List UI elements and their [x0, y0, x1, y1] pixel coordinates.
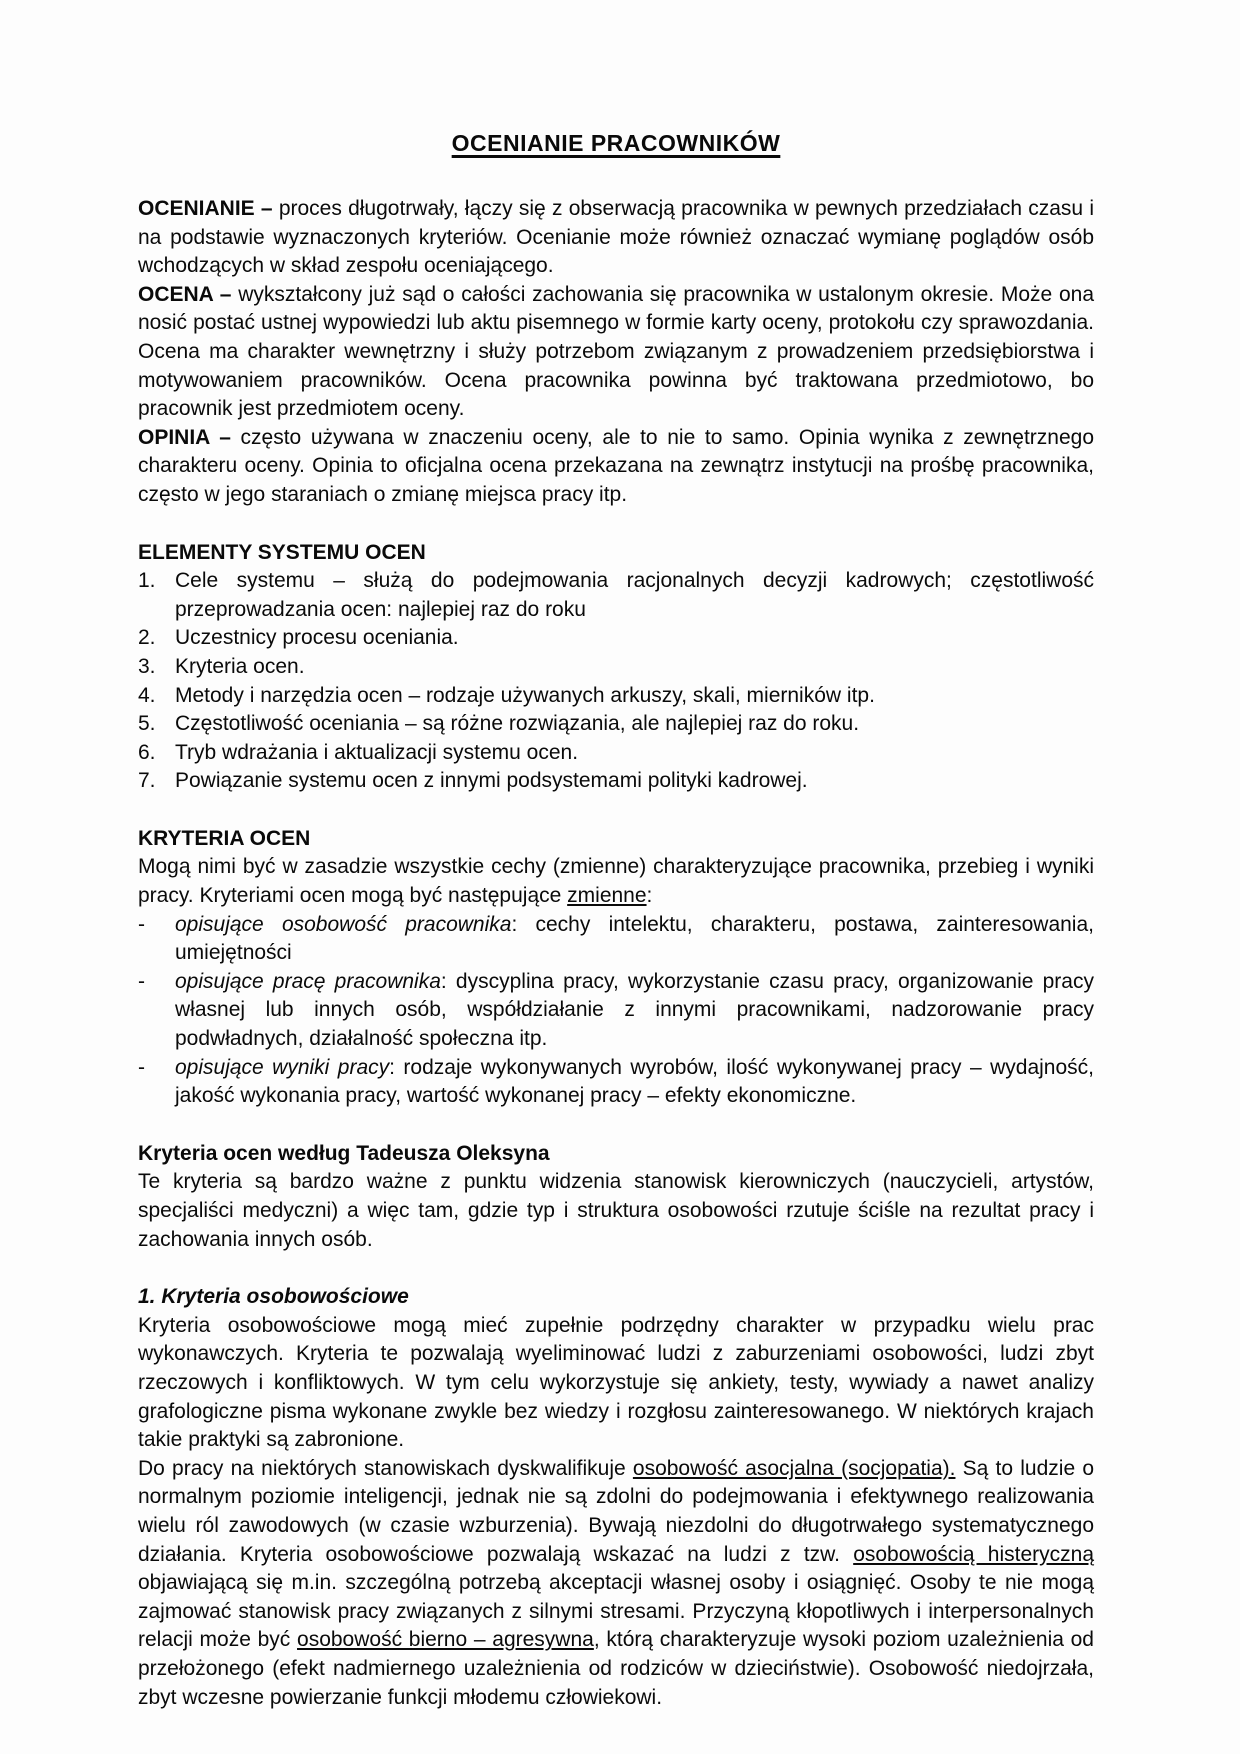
text-run: OCENIANIE – [138, 197, 273, 220]
text-run: : rodzaje wykonywanych wyrobów, ilość wykonywanej pracy – wydajność, jakość wykonania pracy, wartość wykonanej pracy – efekty ekonomiczne. [175, 1055, 1094, 1108]
text-run: OCENA – [138, 282, 232, 306]
paragraph [138, 195, 1094, 281]
text-run: , którą charakteryzuje wysoki poziom uzależnienia od przełożonego (efekt nadmiernego uzależnienia od rodziców w dzieciństwie). Osobowość niedojrzała, zbyt wczesne powierzanie funkcji młodemu człowiekowi. [138, 1628, 1094, 1709]
numbered-list [138, 567, 1094, 796]
text-run: wykształcony już sąd o całości zachowania się pracownika w ustalonym okresie. Może ona nosić postać ustnej wypowiedzi lub aktu pisemnego w formie karty oceny, protokołu czy sprawozdania. Ocena ma charakter wewnętrzny i służy potrzebom związanym z prowadzeniem przedsiębiorstwa i motywowaniem pracowników. Ocena pracownika powinna być traktowana przedmiotowo, bo pracownik jest przedmiotem oceny. [138, 282, 1094, 421]
item-text [175, 968, 1094, 1054]
text-run: objawiającą się m.in. szczególną potrzebą akceptacji własnej osoby i osiągnięć. Osoby te nie mogą zajmować stanowisk pracy związanych z silnymi stresami. Przyczyną kłopotliwych i interpersonalnych relacji może być [138, 1571, 1094, 1652]
list-item [138, 911, 1094, 968]
section-heading: 1. Kryteria osobowościowe [138, 1285, 409, 1309]
text-run: Są to ludzie o normalnym poziomie inteligencji, jednak nie są zdolni do podejmowania i efektywnego realizowania wielu ról zawodowych (w czasie wzburzenia). Bywają niezdolni do długotrwałego systematycznego działania. Kryteria osobowościowe pozwalają wskazać na ludzi z tzw. [138, 1456, 1095, 1566]
item-text [175, 624, 1094, 653]
text-run: osobowość bierno – agresywna [297, 1628, 594, 1652]
paragraph [138, 1312, 1094, 1455]
list-item [138, 710, 1094, 739]
spacer [138, 510, 1094, 539]
text-run: opisujące wyniki pracy [175, 1055, 390, 1079]
item-number: 3. [138, 654, 156, 678]
list-item [138, 1054, 1094, 1111]
list-item [138, 653, 1094, 682]
item-number: 7. [138, 769, 156, 793]
text-run: osobowością histeryczną [853, 1542, 1094, 1566]
text-run: Mogą nimi być w zasadzie wszystkie cechy (zmienne) charakteryzujące pracownika, przebieg i wyniki pracy. Kryteriami ocen mogą być następujące [138, 855, 1094, 908]
spacer [138, 796, 1094, 825]
dash-marker: - [138, 912, 145, 936]
list-item [138, 739, 1094, 768]
item-number: 4. [138, 683, 156, 707]
item-text [175, 767, 1094, 796]
list-item [138, 624, 1094, 653]
document-body [138, 195, 1094, 1712]
text-run: często używana w znaczeniu oceny, ale to nie to samo. Opinia wynika z zewnętrznego charakteru oceny. Opinia to oficjalna ocena przekazana na zewnątrz instytucji na prośbę pracownika, często w jego staraniach o zmianę miejsca pracy itp. [138, 425, 1094, 506]
item-text [175, 911, 1094, 968]
document-title: OCENIANIE PRACOWNIKÓW [451, 130, 781, 156]
item-text [175, 710, 1094, 739]
text-run: Do pracy na niektórych stanowiskach dyskwalifikuje [138, 1456, 633, 1480]
text-run: opisujące osobowość pracownika [175, 912, 512, 936]
section-heading: Kryteria ocen według Tadeusza Oleksyna [138, 1141, 550, 1165]
spacer [138, 1254, 1094, 1283]
text-run: Te kryteria są bardzo ważne z punktu widzenia stanowisk kierowniczych (nauczycieli, artystów, specjaliści medyczni) a więc tam, gdzie typ i struktura osobowości rzutuje ściśle na rezultat pracy i zachowania innych osób. [138, 1170, 1094, 1251]
list-item [138, 767, 1094, 796]
list-item [138, 682, 1094, 711]
text-run: Cele systemu – służą do podejmowania racjonalnych decyzji kadrowych; częstotliwość przeprowadzania ocen: najlepiej raz do roku [175, 569, 1094, 621]
item-text [175, 682, 1094, 711]
text-run: Uczestnicy procesu oceniania. [175, 626, 459, 650]
spacer [138, 1111, 1094, 1140]
text-run: Kryteria osobowościowe mogą mieć zupełnie podrzędny charakter w przypadku wielu prac wykonawczych. Kryteria te pozwalają wyeliminować ludzi z zaburzeniami osobowości, ludzi zbyt rzeczowych i konfliktowych. W tym celu wykorzystuje się ankiety, testy, wywiady a nawet analizy grafologiczne pisma wykonane zwykle bez wiedzy i rozgłosu zainteresowanego. W niektórych krajach takie praktyki są zabronione. [138, 1313, 1094, 1452]
text-run: Powiązanie systemu ocen z innymi podsystemami polityki kadrowej. [175, 769, 808, 793]
text-run: Metody i narzędzia ocen – rodzaje używanych arkuszy, skali, mierników itp. [175, 683, 875, 707]
list-item [138, 567, 1094, 624]
item-text [175, 653, 1094, 682]
text-run: OPINIA – [138, 425, 231, 449]
item-number: 2. [138, 626, 156, 650]
item-text [175, 1054, 1094, 1111]
dash-list [138, 911, 1094, 1111]
paragraph [138, 424, 1094, 510]
section-heading: KRYTERIA OCEN [138, 826, 311, 850]
text-run: osobowość asocjalna (socjopatia). [632, 1456, 956, 1480]
paragraph [138, 853, 1094, 910]
text-run: : cechy intelektu, charakteru, postawa, zainteresowania, umiejętności [175, 912, 1094, 965]
section-heading: ELEMENTY SYSTEMU OCEN [138, 540, 426, 564]
item-number: 1. [138, 569, 156, 593]
document-content [138, 128, 1094, 1712]
text-run: zmienne [567, 884, 647, 908]
paragraph [138, 1455, 1094, 1712]
text-run: Częstotliwość oceniania – są różne rozwiązania, ale najlepiej raz do roku. [175, 712, 860, 736]
text-run: : [646, 884, 653, 908]
item-number: 5. [138, 712, 156, 736]
text-run: proces długotrwały, łączy się z obserwacją pracownika w pewnych przedziałach czasu i na podstawie wyznaczonych kryteriów. Ocenianie może również oznaczać wymianę poglądów osób wchodzących w skład zespołu oceniającego. [138, 197, 1094, 278]
text-run: : dyscyplina pracy, wykorzystanie czasu pracy, organizowanie pracy własnej lub innych osób, współdziałanie z innymi pracownikami, nadzorowanie pracy podwładnych, działalność społeczna itp. [175, 969, 1094, 1051]
item-text [175, 567, 1094, 624]
text-run: Kryteria ocen. [175, 654, 305, 678]
dash-marker: - [138, 1055, 145, 1079]
text-run: opisujące pracę pracownika [175, 969, 441, 993]
dash-marker: - [138, 969, 145, 993]
paragraph [138, 1168, 1094, 1254]
text-run: Tryb wdrażania i aktualizacji systemu ocen. [175, 740, 579, 764]
paragraph [138, 281, 1094, 424]
item-text [175, 739, 1094, 768]
item-number: 6. [138, 740, 156, 764]
list-item [138, 968, 1094, 1054]
